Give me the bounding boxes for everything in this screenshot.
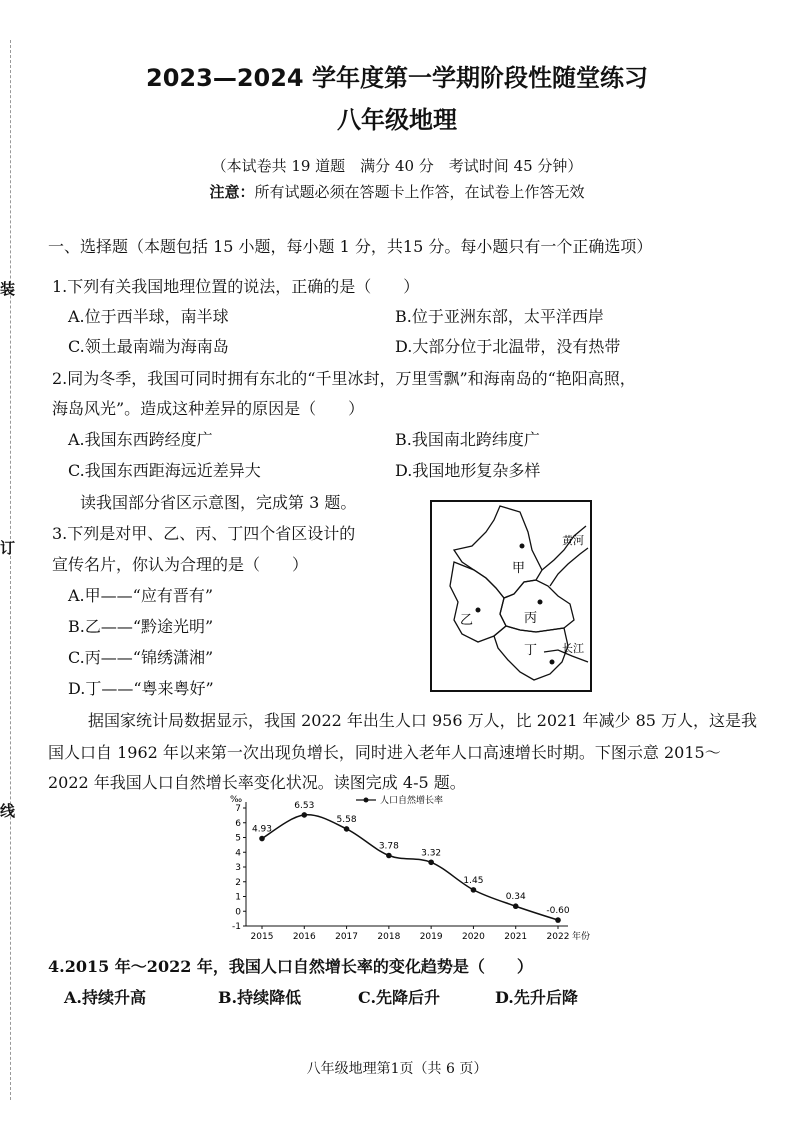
- yellow-river-line: [542, 526, 586, 570]
- chart-axes: [230, 794, 590, 942]
- q2-stem-line1: 2.同为冬季，我国可同时拥有东北的“千里冰封，万里雪飘”和海南岛的“艳阳高照，: [52, 369, 636, 388]
- q3-option-b: B.乙——“黔途光明”: [68, 617, 214, 636]
- passage-line1: 据国家统计局数据显示，我国 2022 年出生人口 956 万人，比 2021 年减少 85 万人，这是我: [88, 711, 758, 730]
- y-tick-label: 4: [235, 848, 241, 859]
- capital-bing-dot: [538, 600, 543, 605]
- page-footer: 八年级地理第1页（共 6 页）: [306, 1061, 488, 1077]
- x-tick-label: 2015: [250, 932, 274, 942]
- legend-marker: [364, 798, 369, 803]
- section-heading: 一、选择题（本题包括 15 小题，每小题 1 分，共15 分。每小题只有一个正确选项）: [48, 237, 653, 256]
- q2-option-c: C.我国东西距海远近差异大: [68, 461, 261, 480]
- q3-stem-line2: 宣传名片，你认为合理的是（ ）: [52, 555, 309, 574]
- exam-title: 2023—2024 学年度第一学期阶段性随堂练习: [146, 64, 648, 92]
- province-map: [430, 500, 592, 692]
- y-tick-label: -1: [232, 922, 241, 932]
- binding-label-zhuang: 装: [0, 280, 16, 298]
- data-point: [513, 903, 519, 909]
- q1-option-d: D.大部分位于北温带，没有热带: [395, 337, 621, 356]
- map-label-huanghe: 黄河: [562, 534, 584, 547]
- capital-ding-dot: [550, 660, 555, 665]
- q3-option-d: D.丁——“粤来粤好”: [68, 679, 214, 698]
- data-label: -0.60: [546, 906, 570, 917]
- y-tick-label: 1: [235, 892, 241, 903]
- capital-jia-dot: [520, 544, 525, 549]
- exam-info: （本试卷共 19 道题 满分 40 分 考试时间 45 分钟）: [211, 157, 583, 175]
- y-tick-label: 2: [235, 877, 241, 888]
- data-point: [259, 836, 265, 842]
- binding-label-xian: 线: [0, 802, 16, 820]
- data-label: 3.32: [421, 848, 442, 859]
- notice-text: 所有试题必须在答题卡上作答，在试卷上作答无效: [254, 183, 585, 201]
- passage-line3: 2022 年我国人口自然增长率变化状况。读图完成 4-5 题。: [48, 773, 466, 792]
- map-label-changjiang: 长江: [562, 642, 584, 655]
- x-tick-label: 2019: [419, 932, 443, 942]
- chart-svg: [228, 790, 598, 950]
- population-growth-chart: [228, 790, 598, 950]
- data-label: 3.78: [378, 841, 399, 852]
- y-tick-label: 3: [235, 863, 241, 873]
- q3-stem-line1: 3.下列是对甲、乙、丙、丁四个省区设计的: [52, 524, 356, 543]
- q2-option-d: D.我国地形复杂多样: [395, 461, 541, 480]
- data-point: [301, 812, 307, 818]
- q2-option-b: B.我国南北跨纬度广: [395, 430, 540, 449]
- map-label-ding: 丁: [524, 643, 538, 658]
- province-yi-outline: [450, 562, 506, 642]
- data-label: 6.53: [294, 800, 315, 811]
- data-point: [555, 917, 561, 923]
- y-tick-label: 0: [235, 907, 241, 918]
- chart-marks: [252, 801, 570, 923]
- passage-line2: 国人口自 1962 年以来第一次出现负增长，同时进入老年人口高速增长时期。下图示意 2015～: [48, 743, 721, 762]
- map-label-yi: 乙: [460, 613, 474, 628]
- exam-subtitle: 八年级地理: [337, 106, 457, 134]
- data-label: 4.93: [251, 824, 273, 835]
- map-label-bing: 丙: [524, 611, 538, 626]
- data-label: 0.34: [505, 892, 526, 903]
- q3-option-a: A.甲——“应有晋有”: [68, 586, 214, 605]
- q4-option-c: C.先降后升: [358, 988, 441, 1007]
- x-tick-label: 2020: [461, 932, 485, 942]
- x-tick-label: 2022: [546, 932, 570, 942]
- q1-option-b: B.位于亚洲东部，太平洋西岸: [395, 307, 604, 326]
- q4-option-d: D.先升后降: [495, 988, 578, 1007]
- data-label: 5.58: [336, 814, 357, 825]
- series-line: [262, 815, 558, 920]
- q2-option-a: A.我国东西跨经度广: [68, 430, 213, 449]
- y-tick-label: 6: [235, 818, 241, 829]
- x-tick-label: 2017: [335, 932, 359, 942]
- yellow-river-bank: [550, 548, 588, 586]
- data-label: 1.45: [463, 875, 484, 886]
- notice-label: 注意：: [209, 183, 255, 201]
- y-axis-unit: ‰: [230, 795, 243, 805]
- province-map-svg: [432, 502, 590, 690]
- q1-option-c: C.领土最南端为海南岛: [68, 337, 229, 356]
- q4-stem: 4.2015 年～2022 年，我国人口自然增长率的变化趋势是（ ）: [48, 957, 533, 976]
- capital-yi-dot: [476, 608, 481, 613]
- q3-option-c: C.丙——“锦绣潇湘”: [68, 648, 214, 667]
- province-jia-outline: [454, 506, 542, 598]
- x-tick-label: 2018: [377, 932, 401, 942]
- q4-option-b: B.持续降低: [218, 988, 302, 1007]
- q2-stem-line2: 海岛风光”。造成这种差异的原因是（ ）: [52, 399, 365, 418]
- data-point: [428, 859, 434, 865]
- q4-option-a: A.持续升高: [64, 988, 146, 1007]
- y-tick-label: 7: [235, 804, 241, 814]
- q3-intro: 读我国部分省区示意图，完成第 3 题。: [80, 493, 357, 512]
- y-tick-label: 5: [235, 833, 241, 844]
- q1-stem: 1.下列有关我国地理位置的说法，正确的是（ ）: [52, 277, 420, 296]
- q1-option-a: A.位于西半球，南半球: [68, 307, 229, 326]
- x-tick-label: 2016: [292, 932, 316, 942]
- binding-label-ding: 订: [0, 539, 16, 557]
- legend-label: 人口自然增长率: [380, 796, 444, 806]
- data-point: [471, 887, 477, 893]
- x-tick-label: 2021: [504, 932, 528, 942]
- exam-notice: [0, 181, 794, 202]
- map-label-jia: 甲: [512, 561, 526, 576]
- x-axis-label: 年份: [572, 932, 591, 942]
- data-point: [386, 853, 392, 859]
- data-point: [344, 826, 350, 832]
